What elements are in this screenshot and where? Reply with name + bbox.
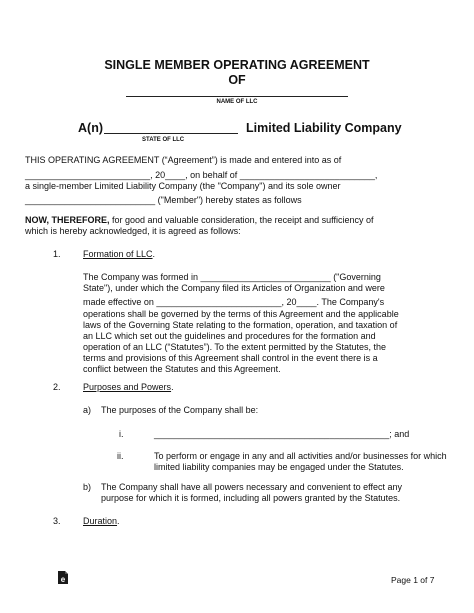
section-2-period: . [171,382,174,392]
now-therefore-bold: NOW, THEREFORE, [25,215,110,225]
intro-line-2: _________________________, 20____, on behalf of ___________________________, [25,170,378,180]
section-2a-text: The purposes of the Company shall be: [101,405,259,415]
section-3-heading: Duration [83,516,118,526]
intro-line-3: a single-member Limited Liability Company (the "Company") and its sole owner [25,181,341,191]
an-prefix: A(n) [78,121,103,135]
section-1-line-6: an LLC which set out the guidelines and procedures for the formation and [83,331,376,341]
section-2-heading-wrap [83,382,174,393]
intro-line-1: THIS OPERATING AGREEMENT (“Agreement”) is made and entered into as of [25,155,342,165]
section-1-line-9: conflict between the Statutes and this Agreement. [83,364,281,374]
section-2b-line-1: The Company shall have all powers necessary and convenient to effect any [101,482,403,492]
now-therefore-line-2: which is hereby acknowledged, it is agreed as follows: [25,226,241,236]
section-2a-ii-line-2: limited liability companies may be engaged under the Statutes. [154,462,404,472]
section-1-heading-wrap [83,249,155,260]
now-therefore-rest: for good and valuable consideration, the receipt and sufficiency of [109,215,374,225]
llc-suffix: Limited Liability Company [246,121,402,135]
section-2b-line-2: purpose for which it is formed, including all powers granted by the Statutes. [101,493,401,503]
document-title: SINGLE MEMBER OPERATING AGREEMENT [104,58,370,72]
state-line [104,133,238,134]
name-of-llc-label: NAME OF LLC [216,99,258,105]
llc-name-line [126,96,348,97]
section-2a-i-label: i. [119,429,124,439]
section-1-line-3: made effective on _________________________, 20____. The Company's [83,297,385,307]
document-title-of: OF [228,73,246,87]
section-3-number: 3. [53,516,61,526]
section-3-heading-wrap [83,516,120,527]
section-2-number: 2. [53,382,61,392]
section-1-line-1: The Company was formed in __________________________ ("Governing [83,272,381,282]
section-1-line-7: operation of an LLC (“Statutes”). To the extent permitted by the Statutes, the [83,342,387,352]
intro-line-4: __________________________ ("Member") hereby states as follows [25,195,302,205]
page-number: Page 1 of 7 [391,575,435,585]
svg-text:e: e [60,575,66,584]
section-2b-label: b) [83,482,92,492]
section-1-line-2: State"), under which the Company filed its Articles of Organization and were [83,283,385,293]
section-2a-ii-line-1: To perform or engage in any and all activities and/or businesses for which [154,451,447,461]
section-1-line-8: terms and provisions of this Agreement shall control in the event there is a [83,353,378,363]
section-1-heading: Formation of LLC [83,249,153,259]
section-3-period: . [117,516,120,526]
section-1-line-5: laws of the Governing State relating to the formation, operation, and taxation of [83,320,398,330]
section-2a-ii-label: ii. [117,451,124,461]
now-therefore-line-1 [25,215,374,226]
state-of-llc-label: STATE OF LLC [142,137,185,143]
section-2-heading: Purposes and Powers [83,382,172,392]
section-1-number: 1. [53,249,61,259]
section-1-period: . [152,249,156,259]
section-1-line-4: operations shall be governed by the terms of this Agreement and the applicable [83,309,399,319]
section-2a-label: a) [83,405,92,415]
eforms-logo-icon [57,571,69,585]
section-2a-i-text: _______________________________________________; and [154,429,410,439]
